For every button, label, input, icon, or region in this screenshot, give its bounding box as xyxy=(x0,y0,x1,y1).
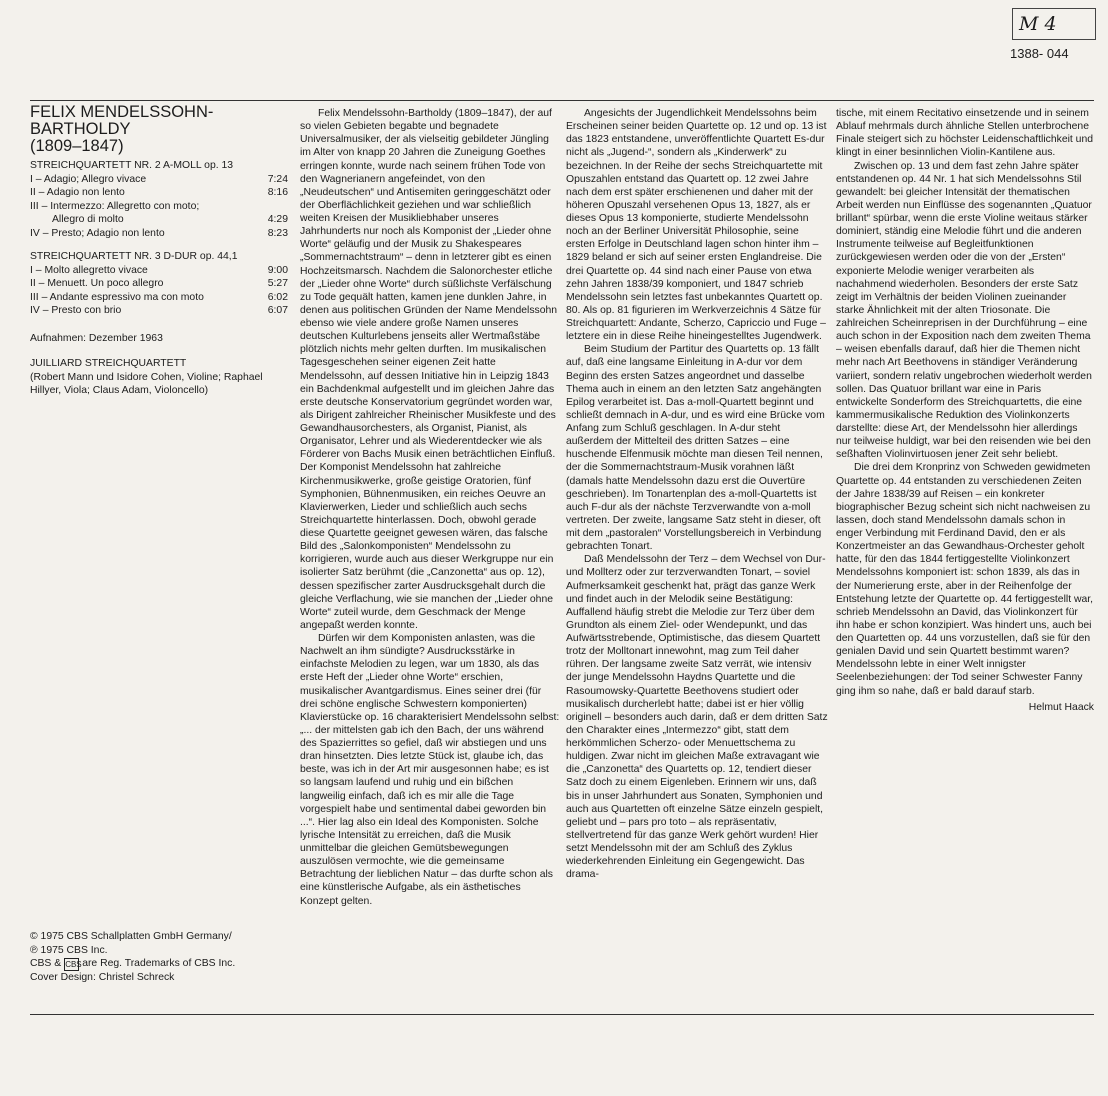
track-time: 9:00 xyxy=(267,264,288,276)
track-num: II xyxy=(30,278,36,289)
track-num: III xyxy=(30,291,39,303)
track-time: 6:02 xyxy=(267,291,288,303)
track-row xyxy=(30,173,288,187)
catalog-number: 1388- 044 xyxy=(1010,46,1069,61)
track-title: – Molto allegretto vivace xyxy=(35,264,148,276)
essay-paragraph: Die drei dem Kronprinz von Schweden gewidmeten Quartette op. 44 entstanden zu verschiedenen Zeiten der Jahre 1838/39 auf Reisen – ein konkreter biographischer Bezug scheint sich nicht nachweisen zu lassen, doch stand Mendelssohn damals schon in enger Verbindung mit Ferdinand David, den er als Konzertmeister an das Gewandhaus-Orchester geholt hatte, für den das 1844 fertiggestellte Violinkonzert Mendelssohns komponiert ist: schon 1839, als das in der Numerierung erste, aber in der Reihenfolge der Entstehung letzte der Quartette op. 44 fertiggestellt war, schrieb Mendelssohn an David, das Violinkonzert für ihn habe er schon konzipiert. Was hindert uns, auch bei den Quartetten op. 44 uns vorzustellen, daß sie für den genialen David und sein Quartett bestimmt waren? Mendelssohn lebte in einer Welt innigster Seelenbeziehungen: der Tod seiner Schwester Fanny ging ihm so nahe, daß er bald darauf starb. xyxy=(836,462,1094,697)
cover-design-credit: Cover Design: Christel Schreck xyxy=(30,972,175,983)
track-time: 8:23 xyxy=(267,227,288,239)
track-row xyxy=(30,277,288,291)
track-row xyxy=(30,304,288,318)
essay-column-2 xyxy=(300,107,560,908)
track-title: – Adagio non lento xyxy=(38,187,125,198)
track-time: 5:27 xyxy=(267,278,288,289)
track-row xyxy=(30,227,288,241)
recording-date: Aufnahmen: Dezember 1963 xyxy=(30,332,163,344)
handwritten-note: M 4 xyxy=(1012,8,1096,40)
essay-paragraph: Dürfen wir dem Komponisten anlasten, was die Nachwelt an ihm sündigte? Ausdrucksstärke in einfachste Melodien zu legen, war um 1830, als das erste Heft der „Lieder ohne Worte“ erschien, musikalischer Avantgardismus. Eines seiner drei (für drei schöne englische Schwestern komponierten) Klavierstücke op. 16 charakterisiert Mendelssohn selbst: „... der mittelsten gab ich den Bach, der uns während des Spazierrittes so gefiel, daß wir abstiegen und uns dran hinsetzten. Dies letzte Stück ist, glaube ich, das beste, was ich in der Art mir ausgesonnen habe; es ist so langsam laufend und ruhig und ein bißchen langweilig einfach, daß ich es mir alle die Tage vorgespielt habe und sentimental dabei geworden bin ...“. Hier lag also ein Ideal des Komponisten. Solche lyrische Intensität zu erreichen, daß die Musik unmittelbar die gleichen Gemütsbewegungen auszulösen vermochte, wie die gemeinsame Betrachtung der lieblichen Natur – das durfte schon als eine künstlerische Aufgabe, als ein ästhetisches Konzept gelten. xyxy=(300,633,560,907)
track-num: I xyxy=(30,173,33,185)
track-row xyxy=(30,213,288,227)
track-time: 8:16 xyxy=(267,187,288,198)
track-title: – Presto; Adagio non lento xyxy=(42,227,165,239)
bottom-rule xyxy=(30,1014,1094,1015)
track-num: IV xyxy=(30,305,40,316)
copyright-line: ℗ 1975 CBS Inc. xyxy=(30,944,108,956)
track-num: III xyxy=(30,200,39,212)
track-time: 7:24 xyxy=(267,173,288,185)
track-row xyxy=(30,200,288,214)
trademark-text: are Reg. Trademarks of CBS Inc. xyxy=(82,958,236,969)
composer-dates: (1809–1847) xyxy=(30,137,124,155)
essay-paragraph: tische, mit einem Recitativo einsetzende und in seinem Ablauf mehrmals durch ähnliche Stellen unterbrochene Finale steigert sich zu höchster Leidenschaftlichkeit und klingt in einer besinnlichen Violin-Kantilene aus. xyxy=(836,108,1094,159)
essay-paragraph: Beim Studium der Partitur des Quartetts op. 13 fällt auf, daß eine langsame Einleitung in A-dur vor dem Beginn des ersten Satzes angeordnet und dasselbe Thema auch in einem an den letzten Satz angehängten Epilog verarbeitet ist. Das a-moll-Quartett beginnt und schließt demnach in A-dur, und es wird eine Brücke vom Anfang zum Schluß geschlagen. In A-dur steht außerdem der Mittelteil des dritten Satzes – eine huschende Elfenmusik möchte man diesen Teil nennen, der die Sommernachtstraum-Musik vorahnen läßt (damals hatte Mendelssohn dazu erst die Ouvertüre geschrieben). Im Tonartenplan des a-moll-Quartetts ist auch F-dur als der nächste Terzverwandte von a-moll vertreten. Der zweite, langsame Satz steht in dieser, oft mit dem „pastoralen“ Vorstellungsbereich in Verbindung gebrachten Tonart. xyxy=(566,344,825,553)
track-title: – Andante espressivo ma con moto xyxy=(41,291,204,303)
essay-paragraph: Zwischen op. 13 und dem fast zehn Jahre später entstandenen op. 44 Nr. 1 hat sich Mendelssohns Stil gewandelt: bei gleicher Intensität der thematischen Arbeit werden nun Einflüsse des sogenannten „Quatuor brillant“ spürbar, wenn die erste Violine weitaus stärker dominiert, ständig eine Melodie führt und die anderen Instrumente teilweise auf Begleitfunktionen zurückgewiesen werden oder die von der „Ersten“ exponierte Melodie weniger verarbeiten als nachahmend wiederholen. Besonders der erste Satz zeigt im Verhältnis der beiden Violinen zueinander starke Ähnlichkeit mit der alten Triosonate. Die zahlreichen Scheinreprisen in der Durchführung – eine auch schon in der Exposition nach dem zweiten Thema – weisen ebenfalls darauf, daß hier die Themen nicht mehr nach Art Beethovens in ständiger Veränderung variiert, sondern relativ ungebrochen wiederholt werden sollen. Das Quatuor brillant war eine in Paris entwickelte Sonderform des Streichquartetts, die eine kammermusikalische Reduktion des Violinkonzerts darstellte: diese Art, der Mendelssohn hier allerdings nur teilweise huldigt, war bei den reisenden wie bei den seßhaften Violinvirtuosen jener Zeit sehr beliebt. xyxy=(836,160,1092,461)
track-row xyxy=(30,264,288,278)
track-title: Allegro di molto xyxy=(52,214,124,225)
track-row xyxy=(30,291,288,305)
copyright-line: © 1975 CBS Schallplatten GmbH Germany/ xyxy=(30,931,232,942)
track-num: I xyxy=(30,264,33,276)
essay-column-3 xyxy=(566,107,828,881)
ensemble-name: JUILLIARD STREICHQUARTETT xyxy=(30,358,187,369)
essay-paragraph: Daß Mendelssohn der Terz – dem Wechsel von Dur- und Mollterz oder zur terzverwandten Tonart, – soviel Aufmerksamkeit geschenkt hat, prägt das ganze Werk und findet auch in der Melodik seine Bestätigung: Auffallend häufig strebt die Melodie zur Terz über dem Grundton als einem Ziel- oder Wendepunkt, und das Aufwärtsstrebende, Optimistische, das diesem Quartett trotz der Molltonart innewohnt, mag zum Teil daher rühren. Der langsame zweite Satz verrät, wie intensiv der junge Mendelssohn Haydns Quartette und die Rasoumowsky-Quartette Beethovens studiert oder musikalisch durcherlebt hatte; dabei ist er hier völlig originell – besonders auch darin, daß er dem dritten Satz den Charakter eines „Intermezzo“ gibt, statt dem herkömmlichen Scherzo- oder Menuettschema zu huldigen. Zwar nicht im gleichen Maße extravagant wie die „Canzonetta“ des Quartetts op. 12, tendiert dieser Satz doch zu einem Eigenleben. Erinnern wir uns, daß bis in unser Jahrhundert aus Sonaten, Symphonien und auch aus Quartetten oft einzelne Sätze einzeln gespielt, geliebt und – pars pro toto – als repräsentativ, stellvertretend für das ganze Werk gehört wurden! Hier setzt Mendelssohn mit der am Schluß des Zyklus wiederkehrenden Einleitung ein Gegengewicht. Das drama- xyxy=(566,554,828,881)
composer-name: FELIX MENDELSSOHN-BARTHOLDY xyxy=(30,103,214,138)
ensemble-members: (Robert Mann und Isidore Cohen, Violine; Raphael Hillyer, Viola; Claus Adam, Violoncello) xyxy=(30,371,263,396)
track-time: 4:29 xyxy=(267,214,288,225)
copyright-line xyxy=(30,957,290,971)
essay-paragraph: Felix Mendelssohn-Bartholdy (1809–1847), der auf so vielen Gebieten begabte und begnadete Universalmusiker, der als vielseitig gebildeter Jüngling im Alter von knapp 20 Jahren die Zuneigung Goethes erringen konnte, wurde nach seinem frühen Tode von den Wagnerianern angefeindet, von den „Neudeutschen“ und Antisemiten geringgeschätzt oder der Oberflächlichkeit geziehen und war schließlich weiten Kreisen der Musikliebhaber unseres Jahrhunderts nur noch als Komponist der „Lieder ohne Worte“ geläufig und der Musik zu Shakespeares „Sommernachtstraum“ – denn in letzterer gibt es einen Hochzeitsmarsch. Nachdem die Salonorchester etliche der „Lieder ohne Worte“ durch süßlichste Verfälschung zu Tode gequält hatten, kamen jene dunklen Jahre, in denen aus politischen Gründen der Name Mendelssohn ebenso wie viele andere große Namen unseres deutschen Kulturlebens jenseits aller Wertmaßstäbe plötzlich nichts mehr gelten durften. Im musikalischen Tagesgeschehen seiner eigenen Zeit hatte Mendelssohn, auf dessen Initiative hin in Leipzig 1843 ein Bachdenkmal aufgestellt und im gleichen Jahre das erste deutsche Konservatorium gegründet worden war, als Dirigent zahlreicher Rheinischer Musikfeste und des Gewandhausorchesters, als Organist, Pianist, als Organisator, Lehrer und als Wiederentdecker wie als Förderer von Bachs Musik einen beträchtlichen Einfluß. Der Komponist Mendelssohn hat zahlreiche Kirchenmusikwerke, große geistige Oratorien, fünf Symphonien, Bühnenmusiken, ein reiches Oeuvre an Klavierwerken, Lieder und schließlich auch sechs Streichquartette hinterlassen. Doch, obwohl gerade diese Quartette geeignet gewesen wären, das falsche Bild des „Salonkomponisten“ Mendelssohn zu korrigieren, wurde auch aus dieser Werkgruppe nur ein isolierter Satz berühmt (die „Canzonetta“ aus op. 12), dessen spezifischer zarter Ausdrucksgehalt durch die gleiche Verflachung, wie sie manchen der „Lieder ohne Worte“ zuteil wurde, dem Geschmack der Menge angepaßt werden konnte. xyxy=(300,108,558,631)
work-title: STREICHQUARTETT NR. 2 A-MOLL op. 13 xyxy=(30,160,234,171)
program-column xyxy=(30,104,288,398)
track-num: II xyxy=(30,187,36,198)
trademark-text: CBS & xyxy=(30,958,62,969)
track-time: 6:07 xyxy=(267,305,288,316)
top-rule xyxy=(30,100,1094,101)
essay-paragraph: Angesichts der Jugendlichkeit Mendelssohns beim Erscheinen seiner beiden Quartette op. 12 und op. 13 ist das 1823 entstandene, unveröffentlichte Quartett Es-dur nicht als „Jugend-“, sondern als „Kinderwerk“ zu bezeichnen. In der Reihe der sechs Streichquartette mit Opuszahlen entstand das Quartett op. 12 zwei Jahre nach dem erst später erschienenen und daher mit der höheren Opuszahl versehenen Opus 13, 1827, als er dieses Opus 13 komponierte, studierte Mendelssohn noch an der Berliner Universität Philosophie, seine ersten Erfolge in Deutschland lagen schon hinter ihm – 1829 beland er sich auf seiner ersten Englandreise. Die drei Quartette op. 44 sind nach einer Pause von etwa zehn Jahren 1838/39 komponiert, und 1847 schrieb Mendelssohn sein letztes fast unbekanntes Quartett op. 80. Als op. 81 figurieren im Werkverzeichnis 4 Sätze für Streichquartett: Andante, Scherzo, Capriccio und Fuge – letztere ein in diese Reihe hineingestelltes Jugendwerk. xyxy=(566,108,827,343)
track-time xyxy=(258,200,288,214)
track-num: IV xyxy=(30,227,40,239)
essay-author: Helmut Haack xyxy=(1028,701,1094,713)
track-title: – Presto con brio xyxy=(42,305,122,316)
work-title: STREICHQUARTETT NR. 3 D-DUR op. 44,1 xyxy=(30,251,238,262)
track-row xyxy=(30,186,288,200)
cbs-eye-logo-icon: CBS xyxy=(65,960,82,969)
track-title: – Adagio; Allegro vivace xyxy=(35,173,147,185)
copyright-block xyxy=(30,930,290,985)
track-title: – Menuett. Un poco allegro xyxy=(38,278,164,289)
track-title: – Intermezzo: Allegretto con moto; xyxy=(41,200,200,212)
essay-column-4 xyxy=(836,107,1094,714)
